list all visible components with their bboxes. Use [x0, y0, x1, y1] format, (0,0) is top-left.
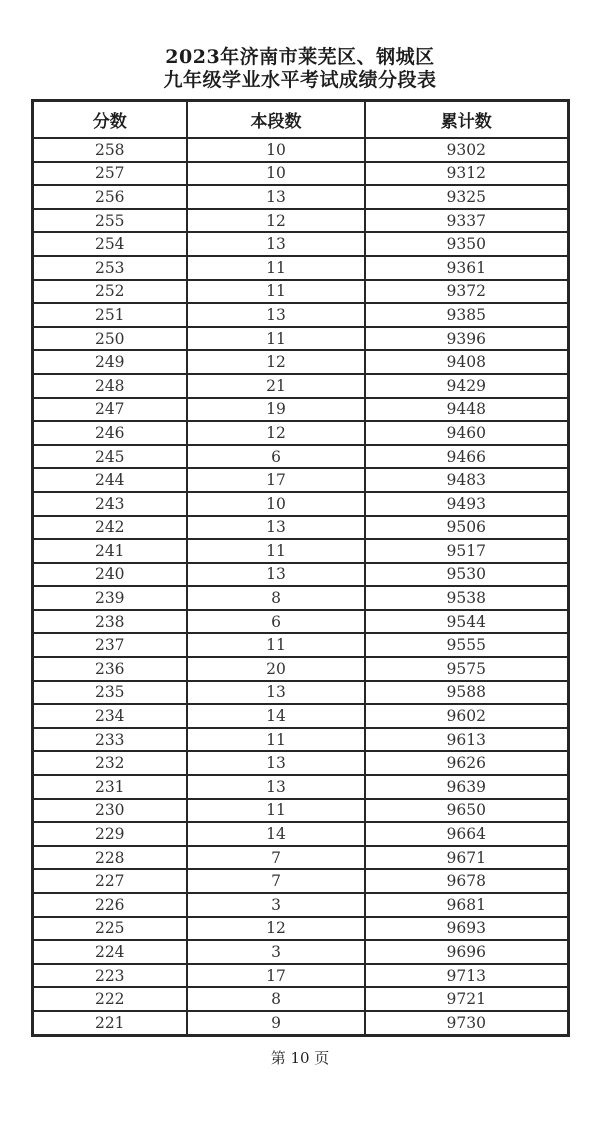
table-cell: 247	[32, 398, 187, 422]
table-row	[32, 445, 568, 469]
table-cell: 11	[187, 280, 365, 304]
table-cell: 228	[32, 846, 187, 870]
table-cell: 14	[187, 704, 365, 728]
table-cell: 9385	[365, 303, 568, 327]
table-row	[32, 350, 568, 374]
table-cell: 239	[32, 586, 187, 610]
table-cell: 11	[187, 799, 365, 823]
table-cell: 9681	[365, 893, 568, 917]
table-cell: 17	[187, 468, 365, 492]
table-cell: 8	[187, 987, 365, 1011]
table-cell: 13	[187, 303, 365, 327]
table-row	[32, 987, 568, 1011]
table-row	[32, 421, 568, 445]
table-row	[32, 704, 568, 728]
table-row	[32, 846, 568, 870]
table-cell: 11	[187, 256, 365, 280]
header-cumulative-count: 累计数	[365, 101, 568, 139]
table-cell: 8	[187, 586, 365, 610]
table-row	[32, 492, 568, 516]
table-cell: 224	[32, 940, 187, 964]
table-cell: 234	[32, 704, 187, 728]
table-cell: 9483	[365, 468, 568, 492]
table-row	[32, 374, 568, 398]
table-cell: 9555	[365, 633, 568, 657]
table-cell: 13	[187, 185, 365, 209]
table-cell: 254	[32, 232, 187, 256]
table-cell: 9460	[365, 421, 568, 445]
table-cell: 12	[187, 421, 365, 445]
table-cell: 9639	[365, 775, 568, 799]
table-cell: 235	[32, 681, 187, 705]
table-cell: 250	[32, 327, 187, 351]
table-cell: 9664	[365, 822, 568, 846]
title-line-2: 九年级学业水平考试成绩分段表	[163, 69, 437, 91]
table-cell: 10	[187, 162, 365, 186]
table-cell: 9	[187, 1011, 365, 1035]
table-cell: 10	[187, 138, 365, 162]
table-cell: 7	[187, 869, 365, 893]
table-cell: 13	[187, 516, 365, 540]
table-row	[32, 964, 568, 988]
table-row	[32, 398, 568, 422]
table-cell: 9337	[365, 209, 568, 233]
table-cell: 251	[32, 303, 187, 327]
table-cell: 226	[32, 893, 187, 917]
table-row	[32, 940, 568, 964]
table-cell: 17	[187, 964, 365, 988]
table-row	[32, 869, 568, 893]
table-cell: 236	[32, 657, 187, 681]
table-cell: 256	[32, 185, 187, 209]
table-cell: 222	[32, 987, 187, 1011]
table-row	[32, 327, 568, 351]
table-cell: 9671	[365, 846, 568, 870]
table-row	[32, 162, 568, 186]
table-row	[32, 539, 568, 563]
table-cell: 9613	[365, 728, 568, 752]
table-cell: 14	[187, 822, 365, 846]
table-row	[32, 893, 568, 917]
table-cell: 238	[32, 610, 187, 634]
table-cell: 248	[32, 374, 187, 398]
table-header-row	[32, 101, 568, 139]
table-row	[32, 138, 568, 162]
table-cell: 257	[32, 162, 187, 186]
table-cell: 258	[32, 138, 187, 162]
table-cell: 9372	[365, 280, 568, 304]
table-body	[32, 138, 568, 1035]
table-row	[32, 657, 568, 681]
table-cell: 245	[32, 445, 187, 469]
table-cell: 11	[187, 728, 365, 752]
table-cell: 20	[187, 657, 365, 681]
table-cell: 246	[32, 421, 187, 445]
table-cell: 19	[187, 398, 365, 422]
table-row	[32, 303, 568, 327]
table-cell: 233	[32, 728, 187, 752]
table-cell: 10	[187, 492, 365, 516]
document-title	[0, 46, 600, 92]
table-row	[32, 232, 568, 256]
table-cell: 12	[187, 209, 365, 233]
table-cell: 9325	[365, 185, 568, 209]
header-segment-count: 本段数	[187, 101, 365, 139]
table-cell: 3	[187, 940, 365, 964]
table-cell: 223	[32, 964, 187, 988]
table-row	[32, 468, 568, 492]
table-cell: 231	[32, 775, 187, 799]
table-cell: 9302	[365, 138, 568, 162]
table-cell: 9713	[365, 964, 568, 988]
table-cell: 13	[187, 751, 365, 775]
table-row	[32, 185, 568, 209]
table-cell: 12	[187, 917, 365, 941]
table-cell: 242	[32, 516, 187, 540]
table-row	[32, 681, 568, 705]
title-line-1: 2023年济南市莱芜区、钢城区	[165, 46, 435, 68]
table-cell: 9721	[365, 987, 568, 1011]
table-cell: 9678	[365, 869, 568, 893]
table-cell: 221	[32, 1011, 187, 1035]
table-cell: 9350	[365, 232, 568, 256]
table-cell: 240	[32, 563, 187, 587]
table-cell: 9448	[365, 398, 568, 422]
table-cell: 21	[187, 374, 365, 398]
table-cell: 9538	[365, 586, 568, 610]
table-row	[32, 209, 568, 233]
table-cell: 11	[187, 633, 365, 657]
table-cell: 9575	[365, 657, 568, 681]
table-cell: 9693	[365, 917, 568, 941]
table-cell: 11	[187, 539, 365, 563]
table-cell: 237	[32, 633, 187, 657]
page-number: 第 10 页	[270, 1048, 330, 1067]
table-cell: 9517	[365, 539, 568, 563]
score-distribution-table	[31, 99, 570, 1037]
table-cell: 9506	[365, 516, 568, 540]
table-row	[32, 1011, 568, 1035]
table-row	[32, 586, 568, 610]
table-row	[32, 280, 568, 304]
table-cell: 9361	[365, 256, 568, 280]
header-score: 分数	[32, 101, 187, 139]
table-row	[32, 751, 568, 775]
table-row	[32, 917, 568, 941]
table-cell: 232	[32, 751, 187, 775]
table-cell: 252	[32, 280, 187, 304]
table-cell: 9650	[365, 799, 568, 823]
table-cell: 253	[32, 256, 187, 280]
table-row	[32, 822, 568, 846]
table-cell: 9730	[365, 1011, 568, 1035]
table-cell: 255	[32, 209, 187, 233]
document-page	[0, 46, 600, 1140]
table-row	[32, 633, 568, 657]
table-row	[32, 799, 568, 823]
table-row	[32, 728, 568, 752]
table-cell: 225	[32, 917, 187, 941]
table-cell: 7	[187, 846, 365, 870]
table-cell: 241	[32, 539, 187, 563]
table-cell: 230	[32, 799, 187, 823]
table-cell: 9626	[365, 751, 568, 775]
table-cell: 9493	[365, 492, 568, 516]
table-row	[32, 610, 568, 634]
table-cell: 9544	[365, 610, 568, 634]
table-cell: 6	[187, 445, 365, 469]
table-row	[32, 563, 568, 587]
table-row	[32, 775, 568, 799]
table-cell: 9588	[365, 681, 568, 705]
table-cell: 243	[32, 492, 187, 516]
table-cell: 12	[187, 350, 365, 374]
table-row	[32, 256, 568, 280]
table-cell: 13	[187, 232, 365, 256]
table-cell: 9696	[365, 940, 568, 964]
table-row	[32, 516, 568, 540]
table-cell: 227	[32, 869, 187, 893]
table-cell: 13	[187, 775, 365, 799]
table-cell: 229	[32, 822, 187, 846]
table-cell: 249	[32, 350, 187, 374]
table-cell: 3	[187, 893, 365, 917]
table-cell: 13	[187, 563, 365, 587]
table-cell: 9408	[365, 350, 568, 374]
table-cell: 13	[187, 681, 365, 705]
table-cell: 9602	[365, 704, 568, 728]
table-cell: 9396	[365, 327, 568, 351]
table-cell: 9312	[365, 162, 568, 186]
table-cell: 9429	[365, 374, 568, 398]
table-cell: 6	[187, 610, 365, 634]
table-cell: 244	[32, 468, 187, 492]
table-cell: 9466	[365, 445, 568, 469]
table-cell: 9530	[365, 563, 568, 587]
table-cell: 11	[187, 327, 365, 351]
